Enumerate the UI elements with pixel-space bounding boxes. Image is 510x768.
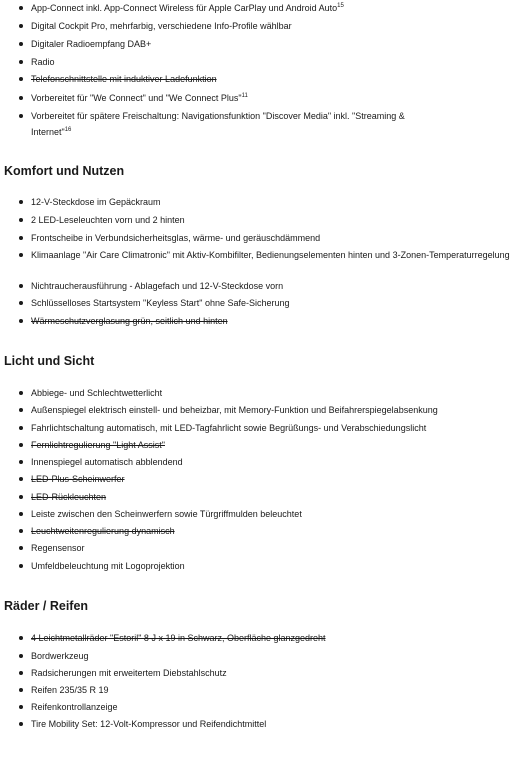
- item-text: Tire Mobility Set: 12-Volt-Kompressor und Reifendichtmittel: [31, 719, 267, 729]
- list-item: [31, 699, 451, 715]
- list-item: [31, 108, 431, 140]
- section-heading-wheels: Räder / Reifen: [4, 599, 89, 613]
- item-text: Abbiege- und Schlechtwetterlicht: [31, 388, 163, 398]
- item-text: Vorbereitet für "We Connect" und "We Connect Plus": [31, 93, 242, 103]
- item-text: App-Connect inkl. App-Connect Wireless für Apple CarPlay und Android Auto: [31, 3, 338, 13]
- list-item: [31, 230, 451, 246]
- footnote-ref[interactable]: 16: [64, 127, 72, 133]
- item-text: Regensensor: [31, 543, 85, 553]
- item-text: Vorbereitet für spätere Freischaltung: Navigationsfunktion "Discover Media" inkl. "Streaming & Internet": [31, 111, 405, 137]
- list-item: [31, 0, 451, 16]
- item-text: Innenspiegel automatisch abblendend: [31, 457, 183, 467]
- list-item: [31, 540, 451, 556]
- item-text: 2 LED-Leseleuchten vorn und 2 hinten: [31, 215, 185, 225]
- item-text: Digitaler Radioempfang DAB+: [31, 39, 152, 49]
- list-item: [31, 648, 451, 664]
- item-text: Nichtraucherausführung - Ablagefach und 12-V-Steckdose vorn: [31, 281, 284, 291]
- item-text: 4 Leichtmetallräder "Estoril" 8 J x 19 in Schwarz, Oberfläche glanzgedreht: [31, 633, 326, 643]
- list-item-unavailable: [31, 471, 451, 487]
- item-text: LED-Plus-Scheinwerfer: [31, 474, 125, 484]
- list-item: [31, 278, 451, 294]
- list-item: [31, 682, 451, 698]
- item-text: Radsicherungen mit erweitertem Diebstahlschutz: [31, 668, 227, 678]
- list-item: [31, 18, 451, 34]
- item-text: Leuchtweitenregulierung dynamisch: [31, 526, 175, 536]
- list-item: [31, 665, 451, 681]
- list-item: [31, 194, 451, 210]
- list-item: [31, 716, 451, 732]
- item-text: 12-V-Steckdose im Gepäckraum: [31, 197, 161, 207]
- item-text: Fernlichtregulierung "Light Assist": [31, 440, 165, 450]
- list-item: [31, 558, 451, 574]
- item-text: Klimaanlage "Air Care Climatronic" mit Aktiv-Kombifilter, Bedienungselementen hinten und 3-Zonen-Temperaturregelung: [31, 250, 510, 260]
- item-text: Reifen 235/35 R 19: [31, 685, 109, 695]
- list-item-unavailable: [31, 71, 451, 87]
- item-text: Bordwerkzeug: [31, 651, 89, 661]
- item-text: Frontscheibe in Verbundsicherheitsglas, wärme- und geräuschdämmend: [31, 233, 321, 243]
- list-item: [31, 402, 451, 418]
- footnote-ref[interactable]: 15: [337, 3, 344, 9]
- item-text: Umfeldbeleuchtung mit Logoprojektion: [31, 561, 185, 571]
- list-item: [31, 454, 451, 470]
- list-item: [31, 385, 451, 401]
- item-text: Telefonschnittstelle mit induktiver Ladefunktion: [31, 74, 217, 84]
- list-item: [31, 90, 451, 106]
- item-text: Schlüsselloses Startsystem "Keyless Start" ohne Safe-Sicherung: [31, 298, 290, 308]
- item-text: Wärmeschutzverglasung grün, seitlich und hinten: [31, 316, 228, 326]
- list-item: [31, 247, 510, 263]
- list-item: [31, 420, 451, 436]
- item-text: Außenspiegel elektrisch einstell- und beheizbar, mit Memory-Funktion und Beifahrerspiegelabsenkung: [31, 405, 438, 415]
- list-item-unavailable: [31, 523, 451, 539]
- list-item: [31, 506, 451, 522]
- list-item: [31, 54, 451, 70]
- list-item-unavailable: [31, 489, 451, 505]
- item-text: Fahrlichtschaltung automatisch, mit LED-Tagfahrlicht sowie Begrüßungs- und Verabschiedungslicht: [31, 423, 427, 433]
- item-text: Reifenkontrollanzeige: [31, 702, 118, 712]
- list-item: [31, 212, 451, 228]
- list-item: [31, 36, 451, 52]
- list-item-unavailable: [31, 313, 451, 329]
- footnote-ref[interactable]: 11: [241, 93, 248, 99]
- list-item-unavailable: [31, 630, 451, 646]
- item-text: LED-Rückleuchten: [31, 492, 107, 502]
- section-heading-lighting: Licht und Sicht: [4, 354, 95, 368]
- item-text: Radio: [31, 57, 55, 67]
- section-heading-comfort: Komfort und Nutzen: [4, 164, 125, 178]
- list-item: [31, 295, 451, 311]
- item-text: Digital Cockpit Pro, mehrfarbig, verschiedene Info-Profile wählbar: [31, 21, 292, 31]
- item-text: Leiste zwischen den Scheinwerfern sowie Türgriffmulden beleuchtet: [31, 509, 302, 519]
- list-item-unavailable: [31, 437, 451, 453]
